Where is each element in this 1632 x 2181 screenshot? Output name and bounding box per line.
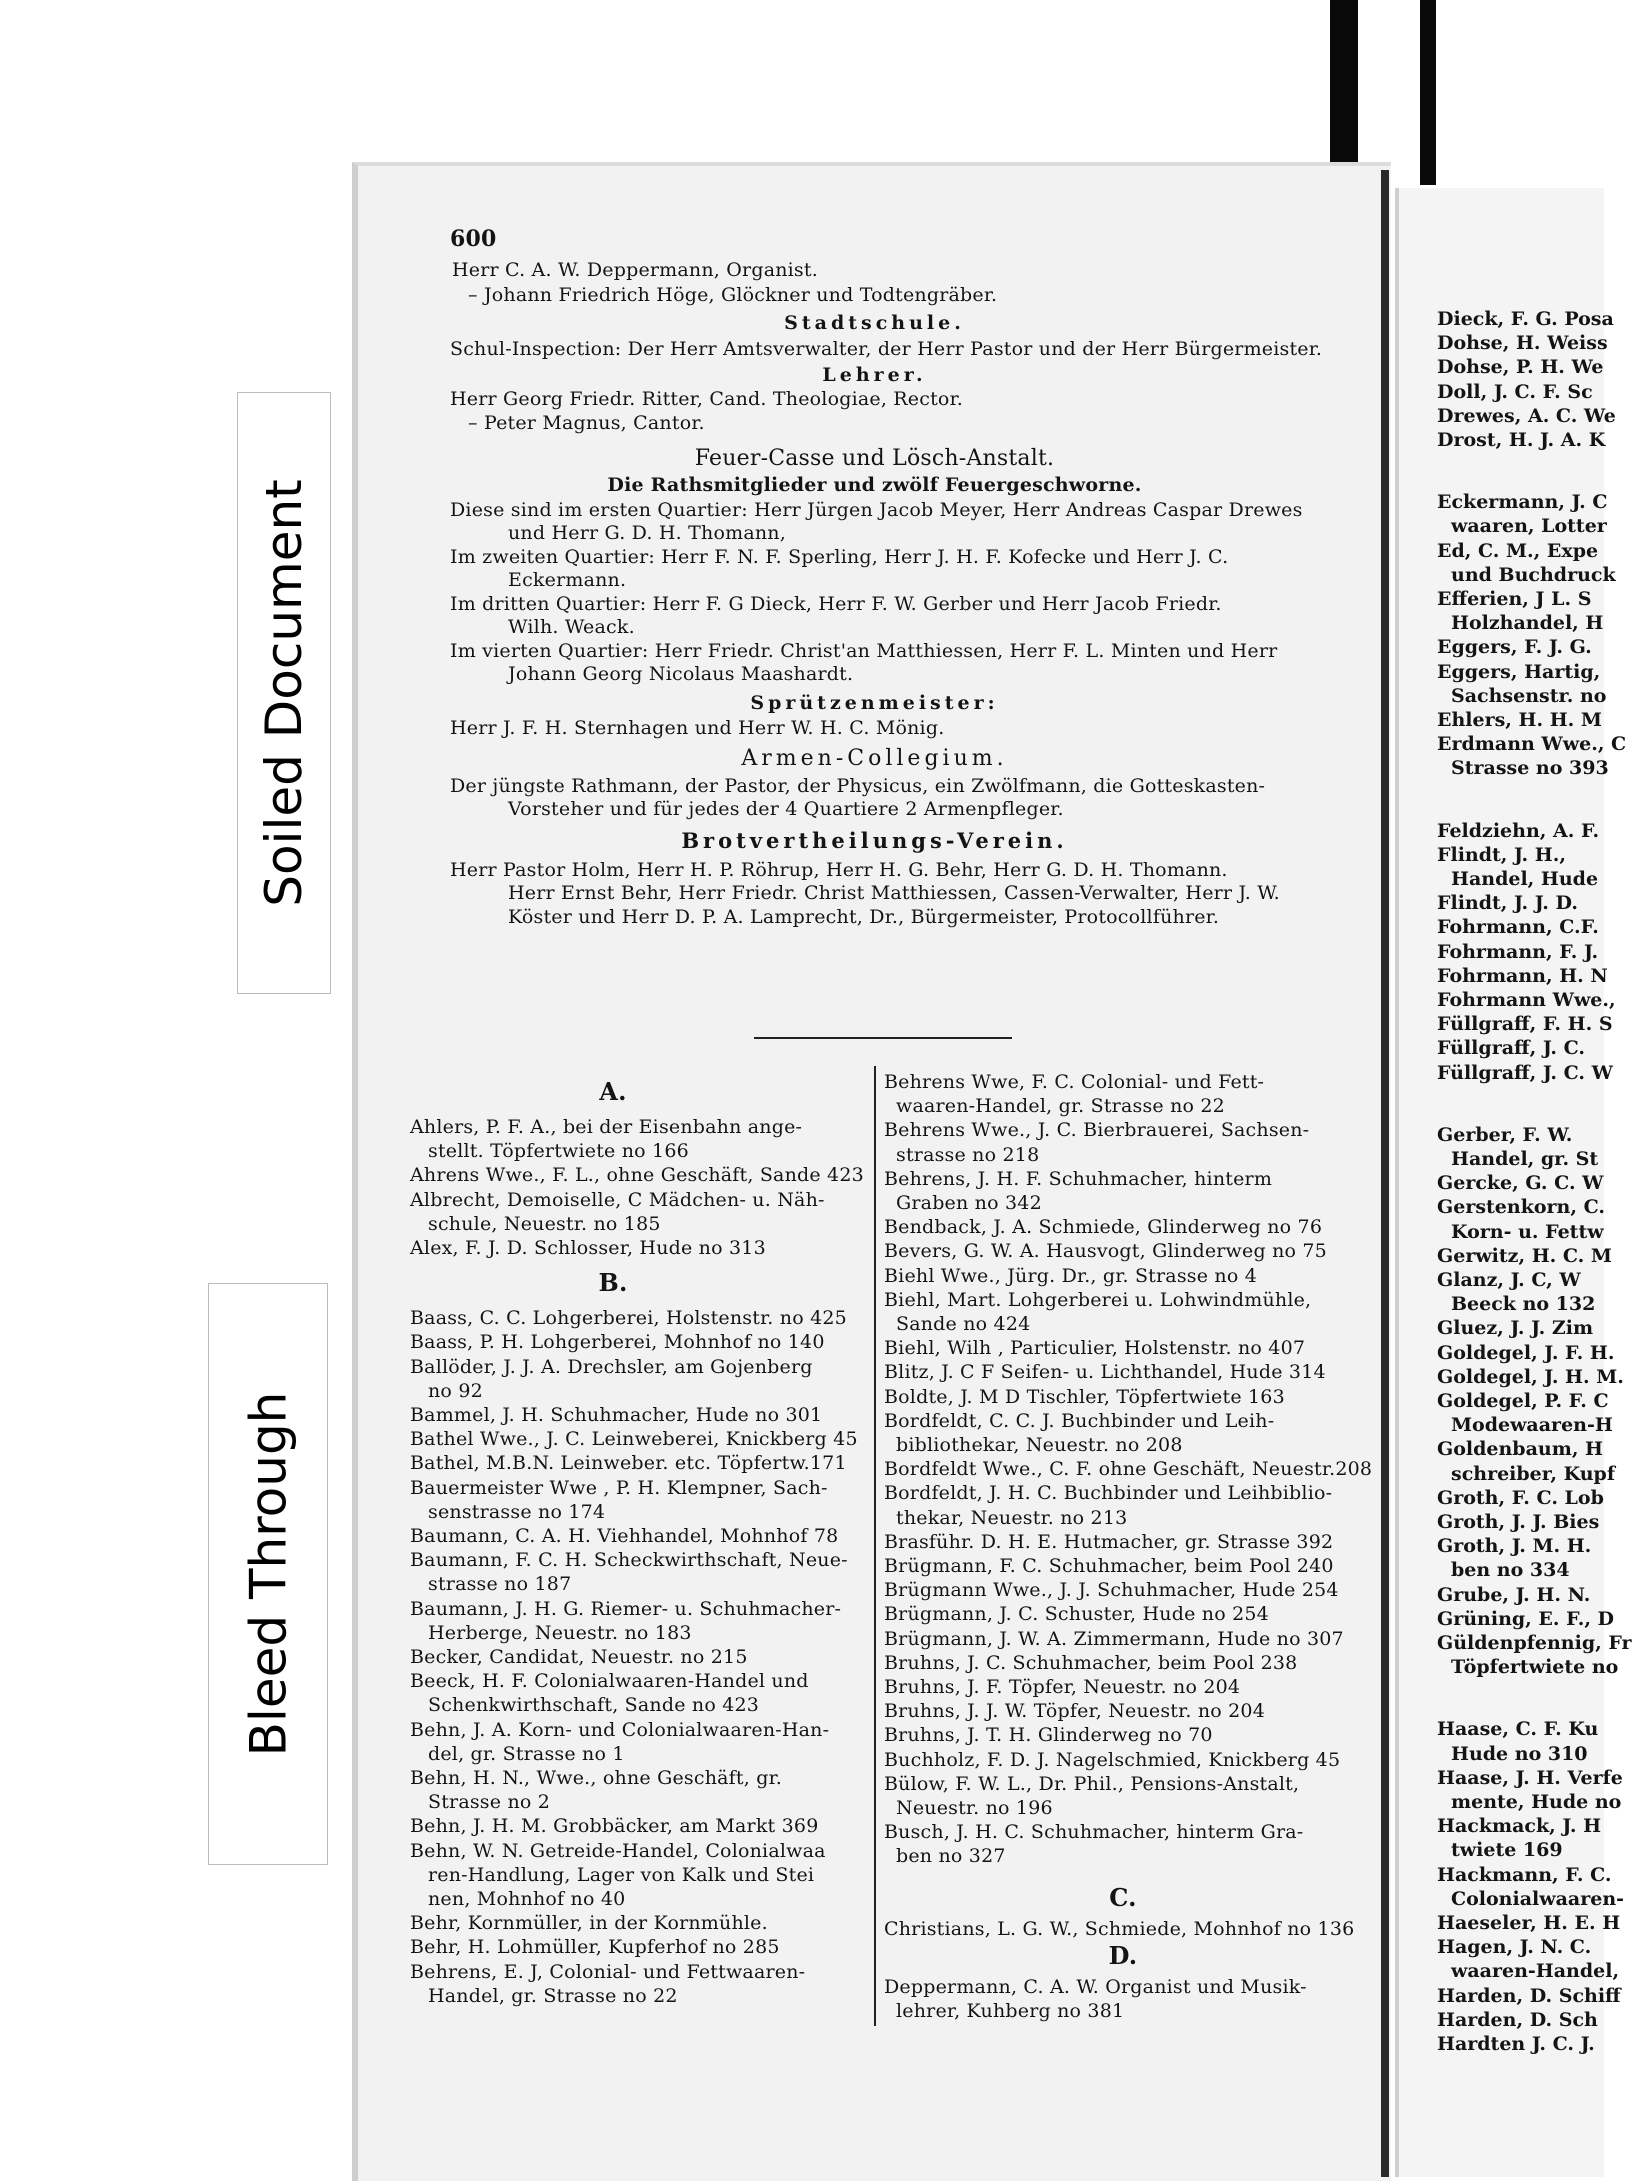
directory-entry: Brügmann, J. W. A. Zimmermann, Hude no 307	[884, 1627, 1344, 1650]
directory-entry: senstrasse no 174	[428, 1500, 606, 1523]
section-heading: Die Rathsmitglieder und zwölf Feuergeschworne.	[607, 474, 1142, 496]
directory-entry: bibliothekar, Neuestr. no 208	[896, 1434, 1183, 1456]
directory-entry: del, gr. Strasse no 1	[428, 1742, 625, 1765]
directory-entry: Ed, C. M., Expe	[1437, 539, 1599, 562]
book-spine	[1381, 170, 1389, 2177]
text-line: Herr Ernst Behr, Herr Friedr. Christ Matthiessen, Cassen-Verwalter, Herr J. W.	[508, 882, 1280, 904]
directory-entry: Deppermann, C. A. W. Organist und Musik-	[884, 1975, 1307, 1998]
directory-entry: Bülow, F. W. L., Dr. Phil., Pensions-Anstalt,	[884, 1772, 1300, 1795]
directory-entry: Groth, J. J. Bies	[1437, 1511, 1600, 1533]
directory-entry: Eggers, Hartig,	[1437, 660, 1601, 683]
directory-entry: Behn, H. N., Wwe., ohne Geschäft, gr.	[410, 1767, 783, 1789]
directory-entry: waaren-Handel,	[1451, 1960, 1620, 1983]
directory-entry: Bathel, M.B.N. Leinweber. etc. Töpfertw.171	[410, 1452, 847, 1475]
directory-entry: Ahlers, P. F. A., bei der Eisenbahn ange-	[410, 1116, 803, 1138]
text-line: Herr J. F. H. Sternhagen und Herr W. H. C. Mönig.	[450, 717, 945, 739]
directory-entry: no 92	[428, 1379, 483, 1402]
directory-entry: Haase, J. H. Verfe	[1437, 1766, 1623, 1789]
directory-entry: Albrecht, Demoiselle, C Mädchen- u. Näh-	[410, 1188, 825, 1211]
text-line: Im dritten Quartier: Herr F. G Dieck, Herr F. W. Gerber und Herr Jacob Friedr.	[450, 593, 1222, 615]
bleed-through-label	[208, 1283, 328, 1865]
directory-entry: Ballöder, J. J. A. Drechsler, am Gojenberg	[410, 1355, 813, 1378]
directory-entry: Fohrmann, F. J.	[1437, 940, 1599, 963]
section-heading: Brotvertheilungs-Verein.	[681, 828, 1068, 853]
directory-entry: Biehl, Mart. Lohgerberei u. Lohwindmühle,	[884, 1288, 1312, 1311]
right-page	[1395, 188, 1632, 2177]
directory-entry: Baumann, C. A. H. Viehhandel, Mohnhof 78	[410, 1525, 839, 1547]
directory-entry: Doll, J. C. F. Sc	[1437, 380, 1593, 403]
directory-entry: thekar, Neuestr. no 213	[896, 1506, 1128, 1529]
directory-entry: Hackmack, J. H	[1437, 1815, 1602, 1838]
directory-entry: Bruhns, J. J. W. Töpfer, Neuestr. no 204	[884, 1700, 1265, 1723]
directory-entry: Drewes, A. C. We	[1437, 404, 1616, 427]
directory-entry: Graben no 342	[896, 1192, 1042, 1214]
directory-entry: Groth, J. M. H.	[1437, 1535, 1592, 1558]
section-heading: Armen-Collegium.	[741, 746, 1008, 771]
directory-entry: Modewaaren-H	[1451, 1414, 1613, 1437]
directory-entry: Biehl Wwe., Jürg. Dr., gr. Strasse no 4	[884, 1264, 1258, 1287]
directory-entry: Handel, gr. Strasse no 22	[428, 1984, 678, 2007]
directory-entry: Bauermeister Wwe , P. H. Klempner, Sach-	[410, 1476, 828, 1499]
directory-entry: Behr, H. Lohmüller, Kupferhof no 285	[410, 1936, 780, 1959]
directory-entry: Ahrens Wwe., F. L., ohne Geschäft, Sande 423	[410, 1164, 864, 1187]
directory-entry: Füllgraff, J. C.	[1437, 1037, 1585, 1060]
directory-entry: Schenkwirthschaft, Sande no 423	[428, 1694, 760, 1717]
directory-entry: ben no 334	[1451, 1559, 1570, 1582]
directory-entry: Flindt, J. H.,	[1437, 843, 1566, 866]
directory-entry: Haase, C. F. Ku	[1437, 1718, 1599, 1741]
directory-entry: Hardten J. C. J.	[1437, 2033, 1595, 2055]
directory-entry: Boldte, J. M D Tischler, Töpfertwiete 163	[884, 1385, 1285, 1408]
directory-entry: Neuestr. no 196	[896, 1797, 1053, 1819]
directory-entry: Becker, Candidat, Neuestr. no 215	[410, 1646, 748, 1668]
directory-entry: Goldegel, J. H. M.	[1437, 1365, 1624, 1388]
directory-entry: und Buchdruck	[1451, 563, 1616, 586]
directory-entry: Buchholz, F. D. J. Nagelschmied, Knickberg 45	[884, 1748, 1341, 1771]
directory-entry: Alex, F. J. D. Schlosser, Hude no 313	[410, 1237, 766, 1259]
directory-entry: Herberge, Neuestr. no 183	[428, 1621, 692, 1644]
directory-entry: Bordfeldt, J. H. C. Buchbinder und Leihbiblio-	[884, 1482, 1333, 1505]
directory-entry: Brügmann, F. C. Schuhmacher, beim Pool 240	[884, 1555, 1334, 1577]
directory-entry: Baumann, F. C. H. Scheckwirthschaft, Neue-	[410, 1549, 848, 1572]
text-line: Herr C. A. W. Deppermann, Organist.	[452, 259, 818, 281]
directory-entry: Groth, F. C. Lob	[1437, 1486, 1604, 1509]
section-heading: Stadtschule.	[784, 312, 965, 334]
directory-entry: Gerstenkorn, C.	[1437, 1196, 1605, 1219]
directory-entry: Bruhns, J. C. Schuhmacher, beim Pool 238	[884, 1651, 1298, 1674]
black-bar	[1330, 0, 1358, 185]
black-bar	[1420, 0, 1436, 185]
directory-entry: ren-Handlung, Lager von Kalk und Stei	[428, 1863, 815, 1886]
directory-entry: Bevers, G. W. A. Hausvogt, Glinderweg no 75	[884, 1240, 1327, 1263]
section-heading: Feuer-Casse und Lösch-Anstalt.	[694, 446, 1055, 471]
label-text: Bleed Through	[239, 1391, 297, 1757]
letter-heading: C.	[1109, 1882, 1137, 1912]
directory-entry: Blitz, J. C F Seifen- u. Lichthandel, Hude 314	[884, 1361, 1326, 1384]
directory-entry: Gerber, F. W.	[1437, 1123, 1573, 1146]
label-text: Soiled Document	[255, 479, 314, 907]
directory-entry: Brügmann Wwe., J. J. Schuhmacher, Hude 254	[884, 1579, 1339, 1602]
directory-entry: Glanz, J. C, W	[1437, 1269, 1581, 1291]
directory-entry: Güldenpfennig, Fr	[1437, 1632, 1632, 1654]
directory-entry: Flindt, J. J. D.	[1437, 892, 1578, 915]
directory-entry: Gluez, J. J. Zim	[1437, 1317, 1594, 1340]
soiled-document-label	[237, 392, 331, 994]
directory-entry: Goldenbaum, H	[1437, 1438, 1603, 1461]
directory-entry: Bendback, J. A. Schmiede, Glinderweg no 76	[884, 1216, 1323, 1239]
text-line: Vorsteher und für jedes der 4 Quartiere 2 Armenpfleger.	[508, 798, 1064, 820]
directory-entry: Strasse no 2	[428, 1791, 551, 1814]
directory-entry: Korn- u. Fettw	[1451, 1220, 1604, 1243]
directory-entry: Grüning, E. F., D	[1437, 1607, 1615, 1630]
directory-entry: Goldegel, J. F. H.	[1437, 1341, 1615, 1364]
directory-entry: Behrens, E. J, Colonial- und Fettwaaren-	[410, 1960, 806, 1983]
text-line: Köster und Herr D. P. A. Lamprecht, Dr., Bürgermeister, Protocollführer.	[508, 906, 1220, 928]
directory-entry: Gerwitz, H. C. M	[1437, 1244, 1612, 1267]
directory-entry: Bammel, J. H. Schuhmacher, Hude no 301	[410, 1404, 823, 1426]
directory-entry: Fohrmann, C.F.	[1437, 916, 1599, 939]
directory-entry: Busch, J. H. C. Schuhmacher, hinterm Gra-	[884, 1821, 1304, 1844]
directory-entry: Grube, J. H. N.	[1437, 1583, 1591, 1606]
directory-entry: Hackmann, F. C.	[1437, 1863, 1612, 1886]
directory-entry: Beeck no 132	[1451, 1293, 1596, 1316]
text-line: – Johann Friedrich Höge, Glöckner und Todtengräber.	[468, 284, 998, 306]
directory-entry: Bruhns, J. F. Töpfer, Neuestr. no 204	[884, 1676, 1241, 1698]
directory-entry: Behn, J. H. M. Grobbäcker, am Markt 369	[410, 1815, 819, 1838]
section-heading: Lehrer.	[822, 364, 927, 386]
directory-entry: Fohrmann Wwe.,	[1437, 989, 1616, 1011]
text-line: und Herr G. D. H. Thomann,	[508, 522, 786, 544]
directory-entry: Hude no 310	[1451, 1742, 1588, 1765]
directory-entry: Hagen, J. N. C.	[1437, 1936, 1592, 1959]
text-line: Herr Pastor Holm, Herr H. P. Röhrup, Herr H. G. Behr, Herr G. D. H. Thomann.	[450, 859, 1228, 881]
directory-entry: Goldegel, P. F. C	[1437, 1390, 1609, 1412]
directory-entry: Colonialwaaren-	[1451, 1887, 1625, 1910]
directory-entry: strasse no 218	[896, 1143, 1040, 1166]
directory-entry: Drost, H. J. A. K	[1437, 429, 1606, 451]
directory-entry: Strasse no 393	[1451, 757, 1609, 780]
column-rule	[874, 1066, 876, 2026]
directory-entry: Baumann, J. H. G. Riemer- u. Schuhmacher-	[410, 1597, 842, 1620]
directory-entry: mente, Hude no	[1451, 1791, 1622, 1813]
letter-heading: A.	[599, 1077, 627, 1106]
directory-entry: Behn, J. A. Korn- und Colonialwaaren-Han-	[410, 1718, 830, 1741]
section-divider	[754, 1037, 1012, 1039]
directory-entry: schreiber, Kupf	[1451, 1462, 1615, 1485]
directory-entry: waaren, Lotter	[1451, 515, 1607, 538]
directory-entry: Handel, Hude	[1451, 868, 1599, 890]
directory-entry: Brasführ. D. H. E. Hutmacher, gr. Strasse 392	[884, 1530, 1334, 1553]
directory-entry: Beeck, H. F. Colonialwaaren-Handel und	[410, 1670, 809, 1693]
directory-entry: schule, Neuestr. no 185	[428, 1212, 661, 1235]
directory-entry: twiete 169	[1451, 1839, 1563, 1862]
directory-entry: Behrens, J. H. F. Schuhmacher, hinterm	[884, 1167, 1273, 1190]
directory-entry: Holzhandel, H	[1451, 612, 1604, 635]
directory-entry: Feldziehn, A. F.	[1437, 819, 1600, 842]
text-line: Herr Georg Friedr. Ritter, Cand. Theologiae, Rector.	[450, 388, 963, 410]
directory-entry: Eggers, F. J. G.	[1437, 636, 1592, 659]
directory-entry: Erdmann Wwe., C	[1437, 733, 1627, 756]
directory-entry: stellt. Töpfertwiete no 166	[428, 1140, 689, 1163]
directory-entry: Harden, D. Schiff	[1437, 1984, 1621, 2007]
directory-entry: Baass, P. H. Lohgerberei, Mohnhof no 140	[410, 1331, 825, 1354]
directory-entry: Handel, gr. St	[1451, 1148, 1599, 1170]
text-line: Diese sind im ersten Quartier: Herr Jürgen Jacob Meyer, Herr Andreas Caspar Drewes	[450, 499, 1303, 521]
text-line: – Peter Magnus, Cantor.	[468, 412, 705, 434]
text-line: Der jüngste Rathmann, der Pastor, der Physicus, ein Zwölfmann, die Gotteskasten-	[450, 775, 1266, 797]
directory-entry: Harden, D. Sch	[1437, 2008, 1598, 2031]
text-line: Im vierten Quartier: Herr Friedr. Christ'an Matthiessen, Herr F. L. Minten und Herr	[450, 640, 1278, 662]
directory-entry: Haeseler, H. E. H	[1437, 1912, 1621, 1934]
directory-entry: Gercke, G. C. W	[1437, 1172, 1604, 1195]
text-line: Johann Georg Nicolaus Maashardt.	[508, 663, 854, 685]
directory-entry: Bordfeldt, C. C. J. Buchbinder und Leih-	[884, 1409, 1275, 1432]
directory-entry: Eckermann, J. C	[1437, 491, 1608, 514]
directory-entry: Dohse, H. Weiss	[1437, 332, 1608, 355]
letter-heading: D.	[1108, 1940, 1138, 1970]
left-page	[352, 162, 1391, 2181]
directory-entry: Füllgraff, J. C. W	[1437, 1061, 1613, 1084]
text-line: Schul-Inspection: Der Herr Amtsverwalter, der Herr Pastor und der Herr Bürgermeister.	[450, 338, 1323, 360]
directory-entry: Biehl, Wilh , Particulier, Holstenstr. no 407	[884, 1337, 1306, 1360]
directory-entry: Behr, Kornmüller, in der Kornmühle.	[410, 1912, 768, 1935]
directory-entry: Behrens Wwe, F. C. Colonial- und Fett-	[884, 1071, 1265, 1093]
directory-entry: Baass, C. C. Lohgerberei, Holstenstr. no 425	[410, 1307, 847, 1330]
text-line: Eckermann.	[508, 569, 627, 591]
directory-entry: Füllgraff, F. H. S	[1437, 1013, 1613, 1036]
text-line: Wilh. Weack.	[508, 616, 635, 638]
directory-entry: ben no 327	[896, 1845, 1006, 1868]
directory-entry: lehrer, Kuhberg no 381	[896, 2000, 1125, 2022]
directory-entry: Brügmann, J. C. Schuster, Hude no 254	[884, 1603, 1269, 1626]
directory-entry: Sande no 424	[896, 1313, 1031, 1335]
directory-entry: Ehlers, H. H. M	[1437, 709, 1602, 731]
directory-entry: waaren-Handel, gr. Strasse no 22	[896, 1095, 1225, 1118]
page-number: 600	[450, 226, 497, 252]
directory-entry: Dieck, F. G. Posa	[1437, 308, 1614, 330]
directory-entry: Fohrmann, H. N	[1437, 964, 1608, 987]
directory-entry: Bathel Wwe., J. C. Leinweberei, Knickberg 45	[410, 1428, 858, 1451]
text-line: Im zweiten Quartier: Herr F. N. F. Sperling, Herr J. H. F. Kofecke und Herr J. C.	[450, 546, 1229, 568]
directory-entry: Behn, W. N. Getreide-Handel, Colonialwaa	[410, 1839, 826, 1862]
directory-entry: Dohse, P. H. We	[1437, 356, 1604, 379]
directory-entry: Sachsenstr. no	[1451, 684, 1607, 707]
directory-entry: strasse no 187	[428, 1573, 572, 1596]
directory-entry: Bruhns, J. T. H. Glinderweg no 70	[884, 1724, 1213, 1747]
section-heading: Sprützenmeister:	[750, 692, 999, 714]
directory-entry: Töpfertwiete no	[1451, 1656, 1619, 1679]
directory-entry: Behrens Wwe., J. C. Bierbrauerei, Sachsen-	[884, 1119, 1310, 1142]
directory-entry: Christians, L. G. W., Schmiede, Mohnhof no 136	[884, 1917, 1355, 1940]
directory-entry: Efferien, J L. S	[1437, 588, 1592, 610]
directory-entry: nen, Mohnhof no 40	[428, 1888, 626, 1910]
letter-heading: B.	[598, 1268, 628, 1298]
directory-entry: Bordfeldt Wwe., C. F. ohne Geschäft, Neuestr.208	[884, 1458, 1373, 1481]
